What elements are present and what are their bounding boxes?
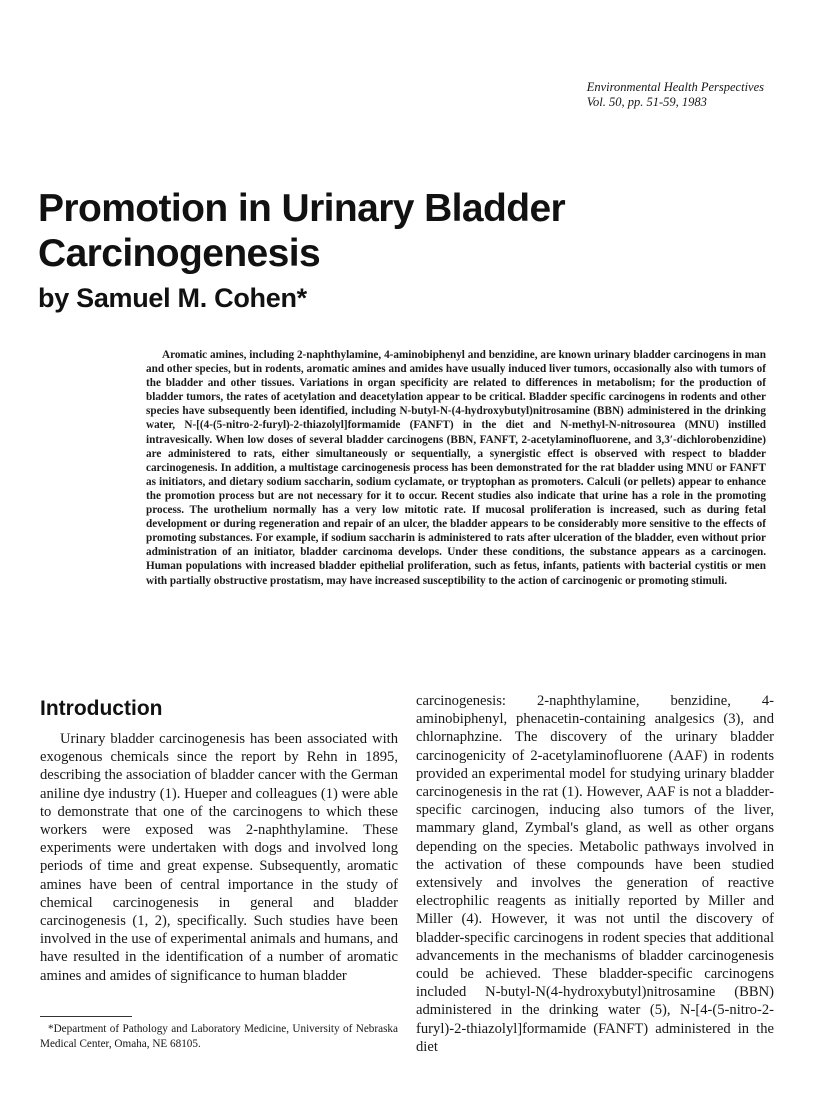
author-affiliation-footnote: *Department of Pathology and Laboratory Medicine, University of Nebraska Medical Center, Omaha, NE 68105. [40, 1023, 398, 1050]
journal-header [587, 80, 764, 110]
article-title-line-1: Promotion in Urinary Bladder [38, 187, 566, 230]
introduction-paragraph-right: carcinogenesis: 2-naphthylamine, benzidine, 4-aminobiphenyl, phenacetin-containing analgesics (3), and chlornaphzine. The discovery of the urinary bladder carcinogenicity of 2-acetylaminofluorene (AAF) in rodents provided an experimental model for studying urinary bladder carcinogenesis in the rat (1). However, AAF is not a bladder-specific carcinogen, inducing also tumors of the liver, mammary gland, Zymbal's gland, as well as other organs depending on the species. Metabolic pathways involved in the activation of these compounds have been studied extensively and involves the generation of reactive electrophilic reagents as initially reported by Miller and Miller (4). However, it was not until the discovery of bladder-specific carcinogens in rodent species that additional advancements in the mechanisms of bladder carcinogenesis could be achieved. These bladder-specific carcinogens included N-butyl-N(4-hydroxybutyl)nitrosamine (BBN) administered in the drinking water (5), N-[4-(5-nitro-2-furyl)-2-thiazolyl]formamide (FANFT) administered in the diet [416, 693, 774, 1055]
journal-citation: Vol. 50, pp. 51-59, 1983 [586, 95, 707, 109]
abstract: Aromatic amines, including 2-naphthylamine, 4-aminobiphenyl and benzidine, are known urinary bladder carcinogens in man and other species, but in rodents, aromatic amines and amides have usually induced liver tumors, occasionally also with tumors of the bladder and other tissues. Variations in organ specificity are related to differences in metabolism; for the production of bladder tumors, the rates of acetylation and deacetylation appear to be critical. Bladder specific carcinogens in rodents and other species have subsequently been identified, including N-butyl-N-(4-hydroxybutyl)nitrosamine (BBN) administered in the drinking water, N-[(4-(5-nitro-2-furyl)-2-thiazolyl]formamide (FANFT) in the diet and N-methyl-N-nitrosourea (MNU) instilled intravesically. When low doses of several bladder carcinogens (BBN, FANFT, 2-acetylaminofluorene, and 3,3′-dichlorobenzidine) are administered to rats, either simultaneously or sequentially, a synergistic effect is observed with respect to bladder carcinogenesis. In addition, a multistage carcinogenesis process has been demonstrated for the rat bladder using MNU or FANFT as initiators, and dietary sodium saccharin, sodium cyclamate, or tryptophan as promoters. Calculi (or pellets) appear to enhance the promotion process but are not necessary for it to occur. Recent studies also indicate that urine has a role in the promoting process. The urothelium normally has a very low mitotic rate. If mucosal proliferation is increased, such as during fetal development or during regeneration and repair of an ulcer, the bladder appears to be considerably more sensitive to the effects of promoting substances. For example, if sodium saccharin is administered to rats after ulceration of the bladder, even without prior administration of an initiator, bladder carcinoma develops. Under these conditions, the substance appears as a carcinogen. Human populations with increased bladder epithelial proliferation, such as fetus, infants, patients with bacterial cystitis or men with partially obstructive prostatism, may have increased susceptibility to the action of carcinogenic or promoting stimuli. [146, 349, 766, 587]
journal-name: Environmental Health Perspectives [586, 80, 764, 94]
left-column [40, 696, 398, 985]
introduction-paragraph-left: Urinary bladder carcinogenesis has been associated with exogenous chemicals since the report by Rehn in 1895, describing the association of bladder cancer with the German aniline dye industry (1). Hueper and colleagues (1) were able to demonstrate that one of the carcinogens to which these workers were exposed was 2-naphthylamine. These experiments were undertaken with dogs and involved long periods of time and great expense. Subsequently, aromatic amines have been of central importance in the study of chemical carcinogenesis in general and bladder carcinogenesis (1, 2), specifically. Such studies have been involved in the use of experimental animals and humans, and have resulted in the identification of a number of aromatic amines and amides of significance to human bladder [40, 731, 398, 984]
author-byline: by Samuel M. Cohen* [38, 283, 307, 313]
article-title [38, 186, 778, 276]
right-column [416, 692, 774, 1056]
footnote-rule [40, 1016, 132, 1017]
introduction-heading: Introduction [40, 697, 163, 720]
article-title-line-2: Carcinogenesis [38, 232, 321, 275]
